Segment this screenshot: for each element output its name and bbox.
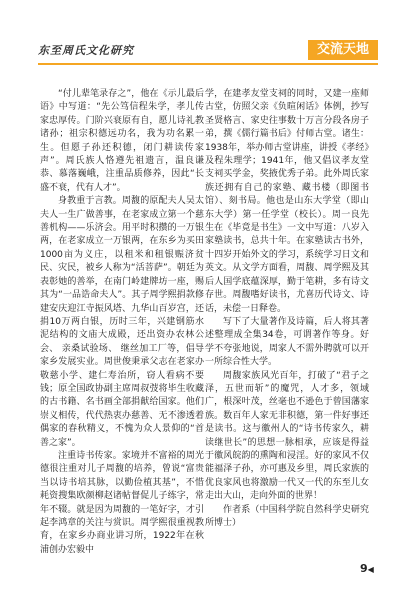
author-note: 作者系（中国科学院自然科学史研究所博士）: [205, 504, 369, 528]
paragraph: 学，在建孝友堂支祠的同时，又建一座师古堂，仿照父亲《负暄闲话》体例，抄写圣贤格言、家史往事数十万言分段各房子弟，撰《儒行篇书后》付师古堂。诸生：1938年，举办师古堂讲座，讲授《孝经》及程朱理学；1941年，他又倡议孝友堂支祠买学金，奖掖优秀子弟。此外周氏家族还拥有自己的家塾、藏书楼（即图书馆）、刻书局。他也是山东大学堂（即山东大学）第一任学堂（校长）。周一良先生在《毕竟是书生》一文中写道：八岁入家塾读书，总共十年。在家塾读古书外，十四岁开始外文的学习，系统学习日文和英文。从文学方面看，周馥、周学熙及其后人国学底蕴深厚，勤于笔耕，多有诗文存世。周馥嗜好读书，尤喜历代诗文、诗话，未偿一日释卷。: [205, 89, 369, 314]
paragraph: 身教重于言教。周馥的原配夫人吴太夫人一生广做善事，在老家成立第一个慈善机构——乐济会。用平时积攒的一万银两，在老家成立一万银两，在东乡为买田1000亩为义庄，以租米和租银赈济贫民、灾民，被乡人称为“活菩萨”。朝廷为表彰她的善举，在南门岭建牌坊一座，赐其为“一品诰命夫人”。其子周学熙捐款修建安庆迎江寺振风塔、九华山百岁宫，还捐10万两白银，历时三年，兴建钢筋水泥结构的文庙大成殿，还出资办农林公会、 亲桑试验场、 继丝加工厂等，倡导家乡发展实业。周世俊秉承父志在老家办敬慈小学、建仁寿治所，窃人看病不要钱；原全国政协副主席周叔弢将毕生收藏的古书籍、名书画全部捐献给国家。他们崇义相传，代代热衷办慈善、无不渗透着偶家的春秋精义，不愧为众人景仰的“首善之家”。: [40, 196, 204, 448]
paragraph: 注重诗书传家。家境并不富裕的周光德很注重对儿子周馥的培养，曾说“富贵当以诗书培其脉，以勤俭植其基”，不惜耗资搜集欧颜柳赵诸帖督促儿子练字，常年不辍。就是因为周馥的一笔好字，才引起李鸿章的关注与赏识。周学熙很重视教育，在家乡办商业讲习所，1922年在秋浦创办宏毅中: [40, 450, 204, 555]
paragraph: 写下了大量著作及诗篇，后人将其著述整理成全集34卷，可谓著作等身。好学不夸张地说，周家人不需外聘就可以开一所综合性大学。: [205, 316, 369, 368]
page-number-value: 9: [360, 562, 368, 575]
left-column: [40, 88, 204, 557]
page-arrow-icon: ◀: [367, 565, 374, 574]
paragraph: 周馥家族风光百年，打破了“君子之泽，五世而斩”的魔咒，人才多，领域广，根深叶茂，丝毫也不逊色于曾国藩家族。数百年人家无非积德，第一件好事还是读书。这与徽州人的“诗书传家久，耕读继世长”的思想一脉相承，应该是得益于徽风皖韵的熏陶和浸淫。好的家风不仅能福泽子孙，亦可惠及乡里，周氏家族的优良家风也将激励一代又一代的东至儿女走出大山，走向外面的世界！: [205, 370, 369, 502]
header-divider: [38, 63, 378, 65]
right-column: [205, 88, 369, 530]
page-number: [360, 562, 374, 575]
section-label-badge: 交流天地: [308, 40, 378, 60]
running-header-title: 东至周氏文化研究: [38, 44, 134, 57]
paragraph: “付儿辈笔录存之”，他在《示儿最后语》中写道：“先公笃信程朱学，孝儿传家忠厚传。门阶兴衰原有自，愿儿诗礼教诸孙；祖宗积德远功名，我为功名累一生。但愿子孙还积德，闭门耕读传家声”。周氏族人恪遵先祖遗言，温良谦恭、慕落巍峨，注重品质修养，因此“长盛不衰，代有人才”。: [40, 89, 204, 193]
